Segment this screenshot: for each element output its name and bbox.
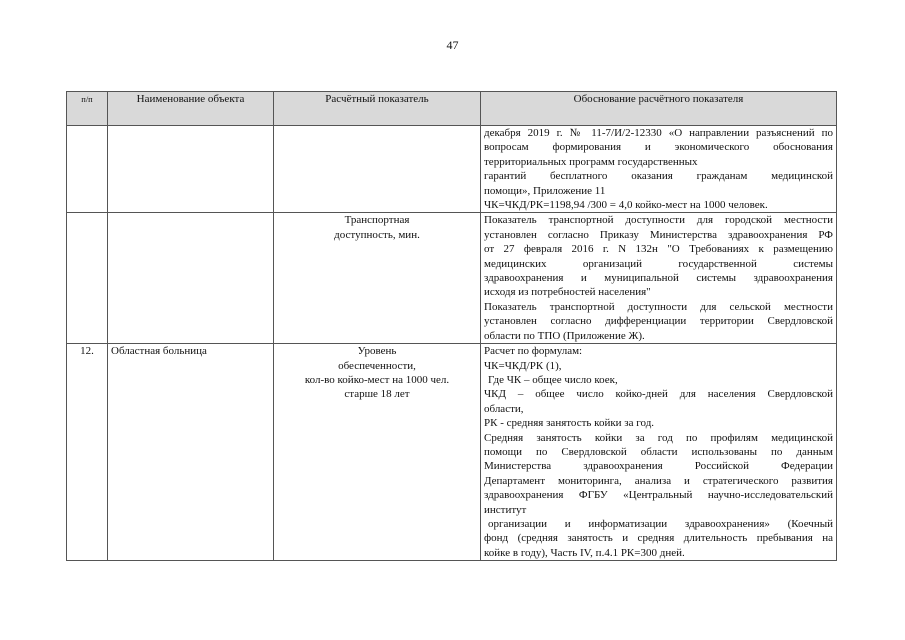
row-object-name: Областная больница <box>108 344 274 561</box>
basis-line: институт <box>484 503 527 516</box>
header-object-name: Наименование объекта <box>108 92 274 126</box>
basis-line: Где ЧК – общее число коек, <box>488 373 618 386</box>
indicator-table <box>66 91 837 561</box>
indicator-line: старше 18 лет <box>344 388 410 401</box>
basis-line: медицинских организаций государственной системы <box>484 257 833 270</box>
basis-line: здравоохранения ФГБУ «Центральный научно-исследовательский <box>484 489 833 502</box>
row-num <box>67 213 108 344</box>
basis-line: декабря 2019 г. № 11-7/И/2-12330 «О направлении разъяснений по <box>484 127 833 139</box>
basis-line: помощи», Приложение 11 <box>484 184 606 197</box>
basis-line: здравоохранения и муниципальной системы здравоохранения <box>484 272 833 285</box>
row-basis <box>481 126 837 213</box>
indicator-line: Уровень <box>357 345 397 358</box>
basis-line: ЧКД – общее число койко-дней для населения Свердловской <box>484 388 833 401</box>
basis-line: койке в году), Часть IV, п.4.1 РК=300 дней. <box>484 546 685 559</box>
basis-line: организации и информатизации здравоохранения» (Коечный <box>488 517 833 530</box>
basis-line: области, <box>484 402 524 415</box>
basis-line: установлен согласно дифференциации территории Свердловской <box>484 315 833 328</box>
basis-line: Показатель транспортной доступности для сельской местности <box>484 300 833 313</box>
row-indicator <box>274 213 481 344</box>
basis-line: Расчет по формулам: <box>484 345 583 358</box>
basis-line: исходя из потребностей населения" <box>484 286 651 299</box>
basis-line: РК - средняя занятость койки за год. <box>484 417 655 430</box>
row-basis <box>481 344 837 561</box>
row-num <box>67 126 108 213</box>
table-row <box>67 344 837 561</box>
basis-line: области по ТПО (Приложение Ж). <box>484 329 645 342</box>
indicator-line: Транспортная <box>344 214 410 227</box>
basis-line: Средняя занятость койки за год по профилям медицинской <box>484 431 833 444</box>
header-indicator: Расчётный показатель <box>274 92 481 126</box>
header-basis: Обоснование расчётного показателя <box>481 92 837 126</box>
header-num: п/п <box>67 92 108 126</box>
basis-line: фонд (средняя занятость и средняя длительность пребывания на <box>484 532 833 545</box>
basis-line: Департамент мониторинга, анализа и стратегического развития <box>484 474 833 487</box>
row-object-name <box>108 126 274 213</box>
basis-line: гарантий бесплатного оказания гражданам медицинской <box>484 170 833 183</box>
basis-line: вопросам формирования и экономического обоснования <box>484 141 833 154</box>
table-header-row <box>67 92 837 126</box>
basis-line: от 27 февраля 2016 г. N 132н "О Требованиях к размещению <box>484 243 833 256</box>
basis-line: помощи по Свердловской области использованы по данным <box>484 445 833 458</box>
row-indicator <box>274 344 481 561</box>
page-number: 47 <box>446 38 459 52</box>
basis-line: Показатель транспортной доступности для городской местности <box>484 214 833 227</box>
row-indicator <box>274 126 481 213</box>
row-num: 12. <box>67 344 108 561</box>
indicator-line: обеспеченности, <box>338 359 416 372</box>
basis-line: территориальных программ государственных <box>484 155 698 168</box>
indicator-line: доступность, мин. <box>334 228 420 241</box>
basis-line: ЧК=ЧКД/РК (1), <box>484 359 562 372</box>
table-row <box>67 126 837 213</box>
basis-line: Министерства здравоохранения Российской Федерации <box>484 460 833 473</box>
indicator-line: кол-во койко-мест на 1000 чел. <box>304 373 450 386</box>
row-object-name <box>108 213 274 344</box>
table-row <box>67 213 837 344</box>
basis-line: установлен согласно Приказу Министерства здравоохранения РФ <box>484 228 833 241</box>
row-basis <box>481 213 837 344</box>
basis-line: ЧК=ЧКД/РК=1198,94 /300 = 4,0 койко-мест на 1000 человек. <box>484 199 768 212</box>
